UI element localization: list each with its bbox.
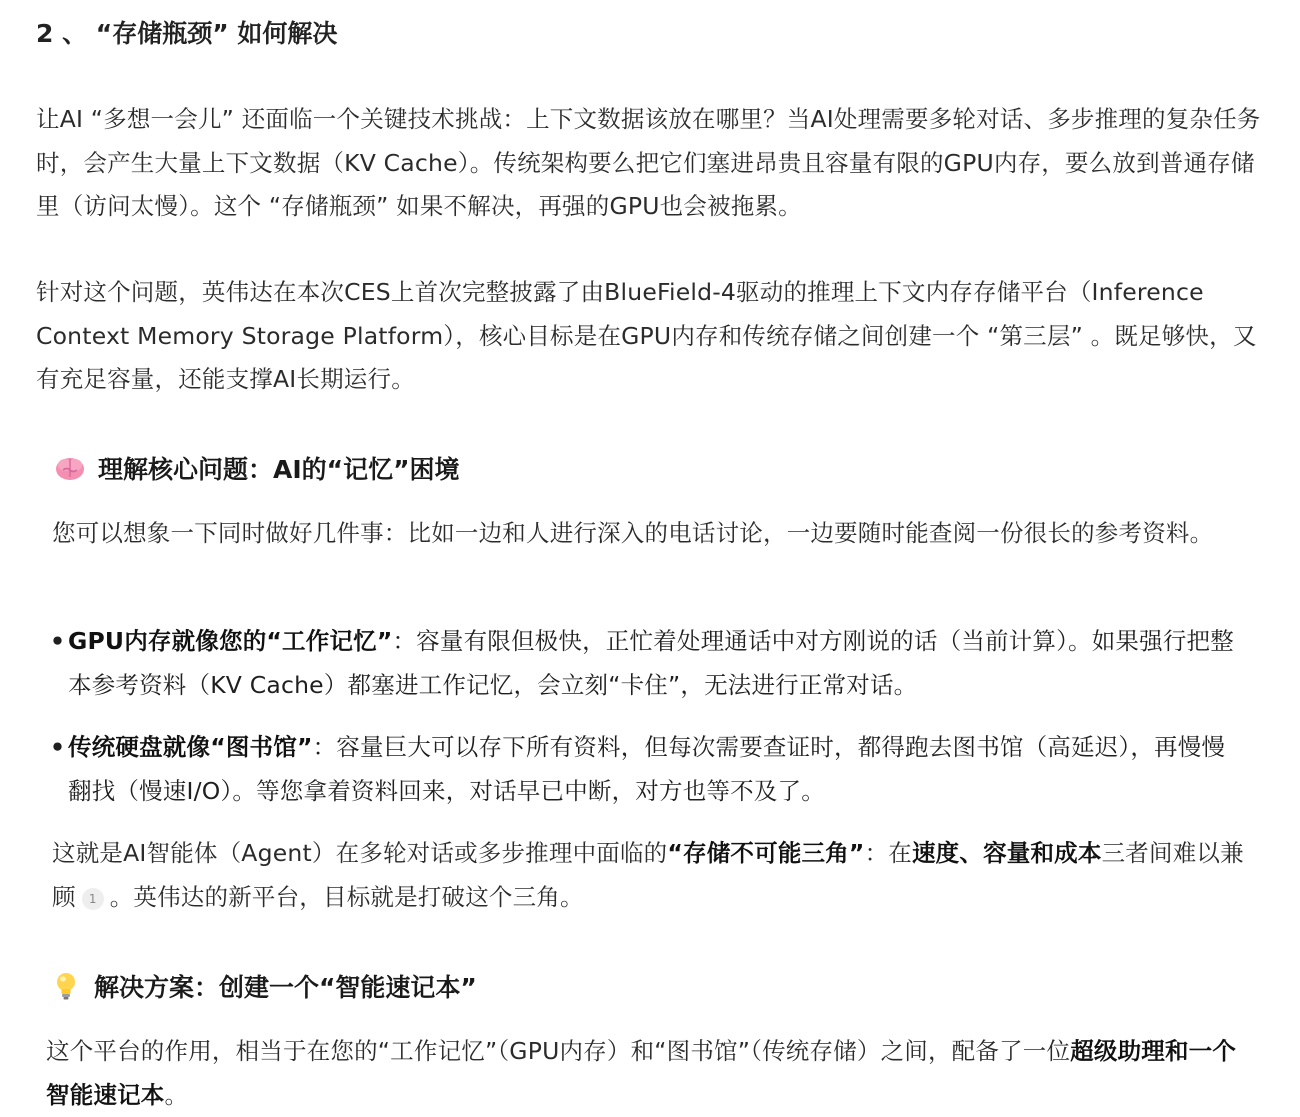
bullet-dot: • — [50, 733, 66, 761]
paragraph-context-data: 让AI “多想一会儿” 还面临一个关键技术挑战：上下文数据该放在哪里？当AI处理需要多轮对话、多步推理的复杂任务时，会产生大量上下文数据（KV Cache）。传统架构要么把它们塞进昂贵且容量有限的GPU内存，要么放到普通存储里（访问太慢）。这个 “存储瓶颈” 如果不解决，再强的GPU也会被拖累。 — [36, 105, 1261, 220]
bullet-dot: • — [50, 627, 66, 655]
section-heading: 2 、 “存储瓶颈” 如何解决 — [36, 19, 338, 48]
bullet-term: GPU内存就像您的“工作记忆” — [68, 627, 393, 655]
summary-bold: 速度、容量和成本 — [911, 839, 1102, 867]
lightbulb-icon — [50, 970, 82, 1002]
solution-bold: 超级助理和一个智能速记本 — [46, 1037, 1237, 1109]
bullet-text: ：容量有限但极快，正忙着处理通话中对方刚说的话（当前计算）。如果强行把整本参考资料（KV Cache）都塞进工作记忆，会立刻“卡住”，无法进行正常对话。 — [68, 627, 1234, 699]
subsection-title: 解决方案：创建一个“智能速记本” — [94, 973, 477, 1002]
subsection-heading-solution — [50, 968, 477, 1008]
subsection-title: 理解核心问题：AI的“记忆”困境 — [98, 455, 460, 484]
solution-text: 。 — [164, 1080, 189, 1109]
citation-badge[interactable]: 1 — [82, 888, 104, 910]
summary-text: 这就是AI智能体（Agent）在多轮对话或多步推理中面临的 — [52, 839, 668, 867]
brain-icon — [54, 452, 86, 484]
impossible-triangle-summary — [52, 832, 1252, 919]
summary-bold: “存储不可能三角” — [667, 839, 865, 867]
analogy-intro: 您可以想象一下同时做好几件事：比如一边和人进行深入的电话讨论，一边要随时能查阅一份很长的参考资料。 — [52, 519, 1214, 547]
summary-text: 三者间难以兼顾 — [52, 839, 1244, 911]
solution-text: 这个平台的作用，相当于在您的“工作记忆”（GPU内存）和“图书馆”（传统存储）之间，配备了一位 — [46, 1037, 1071, 1065]
paragraph-platform-intro: 针对这个问题，英伟达在本次CES上首次完整披露了由BlueField-4驱动的推理上下文内存存储平台（Inference Context Memory Storage Platform），核心目标是在GPU内存和传统存储之间创建一个 “第三层” 。既足够快，又有充足容量，还能支撑AI长期运行。 — [36, 278, 1257, 393]
list-item-traditional-disk — [50, 726, 1238, 813]
summary-text: 。英伟达的新平台，目标就是打破这个三角。 — [109, 882, 584, 911]
bullet-text: ：容量巨大可以存下所有资料，但每次需要查证时，都得跑去图书馆（高延迟），再慢慢翻找（慢速I/O）。等您拿着资料回来，对话早已中断，对方也等不及了。 — [68, 733, 1226, 805]
subsection-heading-core-problem — [54, 450, 460, 490]
solution-paragraph — [46, 1030, 1256, 1117]
bullet-term: 传统硬盘就像“图书馆” — [68, 733, 313, 761]
list-item-gpu-memory — [50, 620, 1238, 707]
summary-text: ：在 — [864, 839, 912, 867]
